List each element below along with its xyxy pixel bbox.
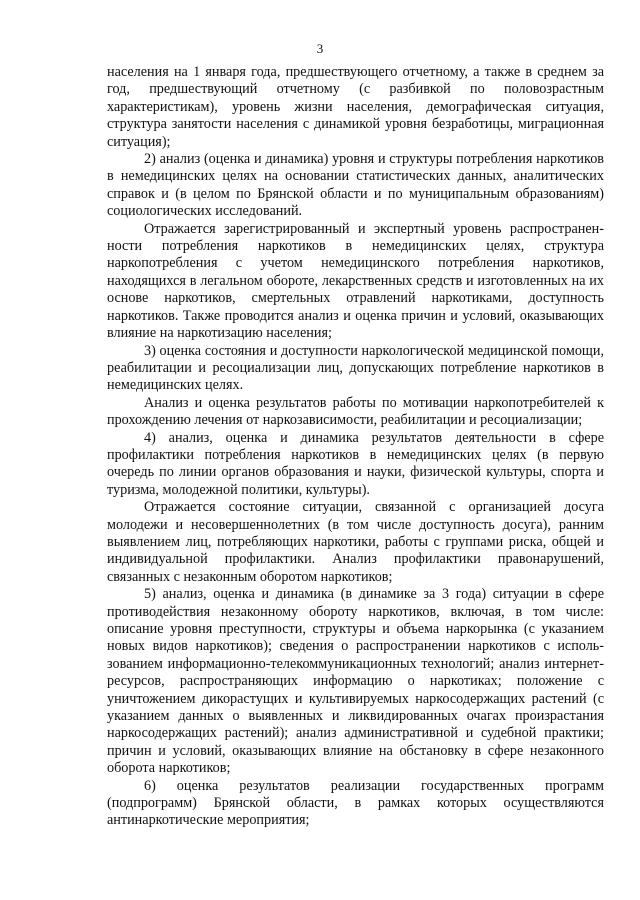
paragraph-item-4-details: Отражается состояние ситуации, связанной с организацией досуга молодежи и несовершеннолетних (в том числе доступность досуга), ранним выявлением лиц, потребляющих наркотики, работы с группами риска, общей и индивидуальной профилактики. Анализ профилактики правонарушений, связанных с незаконным оборотом наркотиков; — [107, 499, 604, 585]
paragraph-item-4-analysis: 4) анализ, оценка и динамика результатов деятельности в сфере профилактики потребления наркотиков в немедицинских целях (в первую очередь по линии органов образования и науки, физической культуры, спорта и туризма, молодежной политики, культуры). — [107, 429, 604, 498]
paragraph-item-5-analysis: 5) анализ, оценка и динамика (в динамике за 3 года) ситуации в сфере противодействия незаконному обороту наркотиков, включая, в том числе: описание уровня преступности, структуры и объема наркорынка (с указанием новых видов наркотиков); сведения о распространении наркотиков с использованием информационно-телекоммуникационных технологий; анализ интернет-ресурсов, распространяющих информацию о наркотиках; положение с уничтожением дикорастущих и культивируемых наркосодержащих растений (с указанием данных о выявленных и ликвидированных очагах произрастания наркосодержащих растений); анализ административной и судебной практики; причин и условий, оказывающих влияние на обстановку в сфере незаконного оборота наркотиков; — [107, 586, 604, 777]
document-body — [107, 64, 604, 830]
paragraph-item-6-assessment: 6) оценка результатов реализации государственных программ (подпрограмм) Брянской области, в рамках которых осуществляются антинаркотические мероприятия; — [107, 777, 604, 829]
paragraph-item-3-details: Анализ и оценка результатов работы по мотивации наркопотребителей к прохождению лечения от наркозависимости, реабилитации и ресоциализации; — [107, 394, 604, 429]
paragraph-population-context: населения на 1 января года, предшествующего отчетному, а также в среднем за год, предшествующий отчетному (с разбивкой по половозрастным характеристикам), уровень жизни населения, демографическая ситуация, структура занятости населения с динамикой уровня безработицы, миграционная ситуация); — [107, 64, 604, 150]
page-number: 3 — [316, 41, 324, 56]
paragraph-item-3-assessment: 3) оценка состояния и доступности наркологической медицинской помощи, реабилитации и ресоциализации лиц, допускающих потребление наркотиков в немедицинских целях. — [107, 342, 604, 394]
paragraph-item-2-details: Отражается зарегистрированный и экспертный уровень распространенности потребления наркотиков в немедицинских целях, структура наркопотребления с учетом немедицинского потребления наркотиков, находящихся в легальном обороте, лекарственных средств и изготовленных на их основе наркотиков, смертельных отравлений наркотиками, доступность наркотиков. Также проводится анализ и оценка причин и условий, оказывающих влияние на наркотизацию населения; — [107, 220, 604, 342]
paragraph-item-2-analysis: 2) анализ (оценка и динамика) уровня и структуры потребления наркотиков в немедицинских целях на основании статистических данных, аналитических справок и (в целом по Брянской области и по муниципальным образованиям) социологических исследований. — [107, 151, 604, 220]
